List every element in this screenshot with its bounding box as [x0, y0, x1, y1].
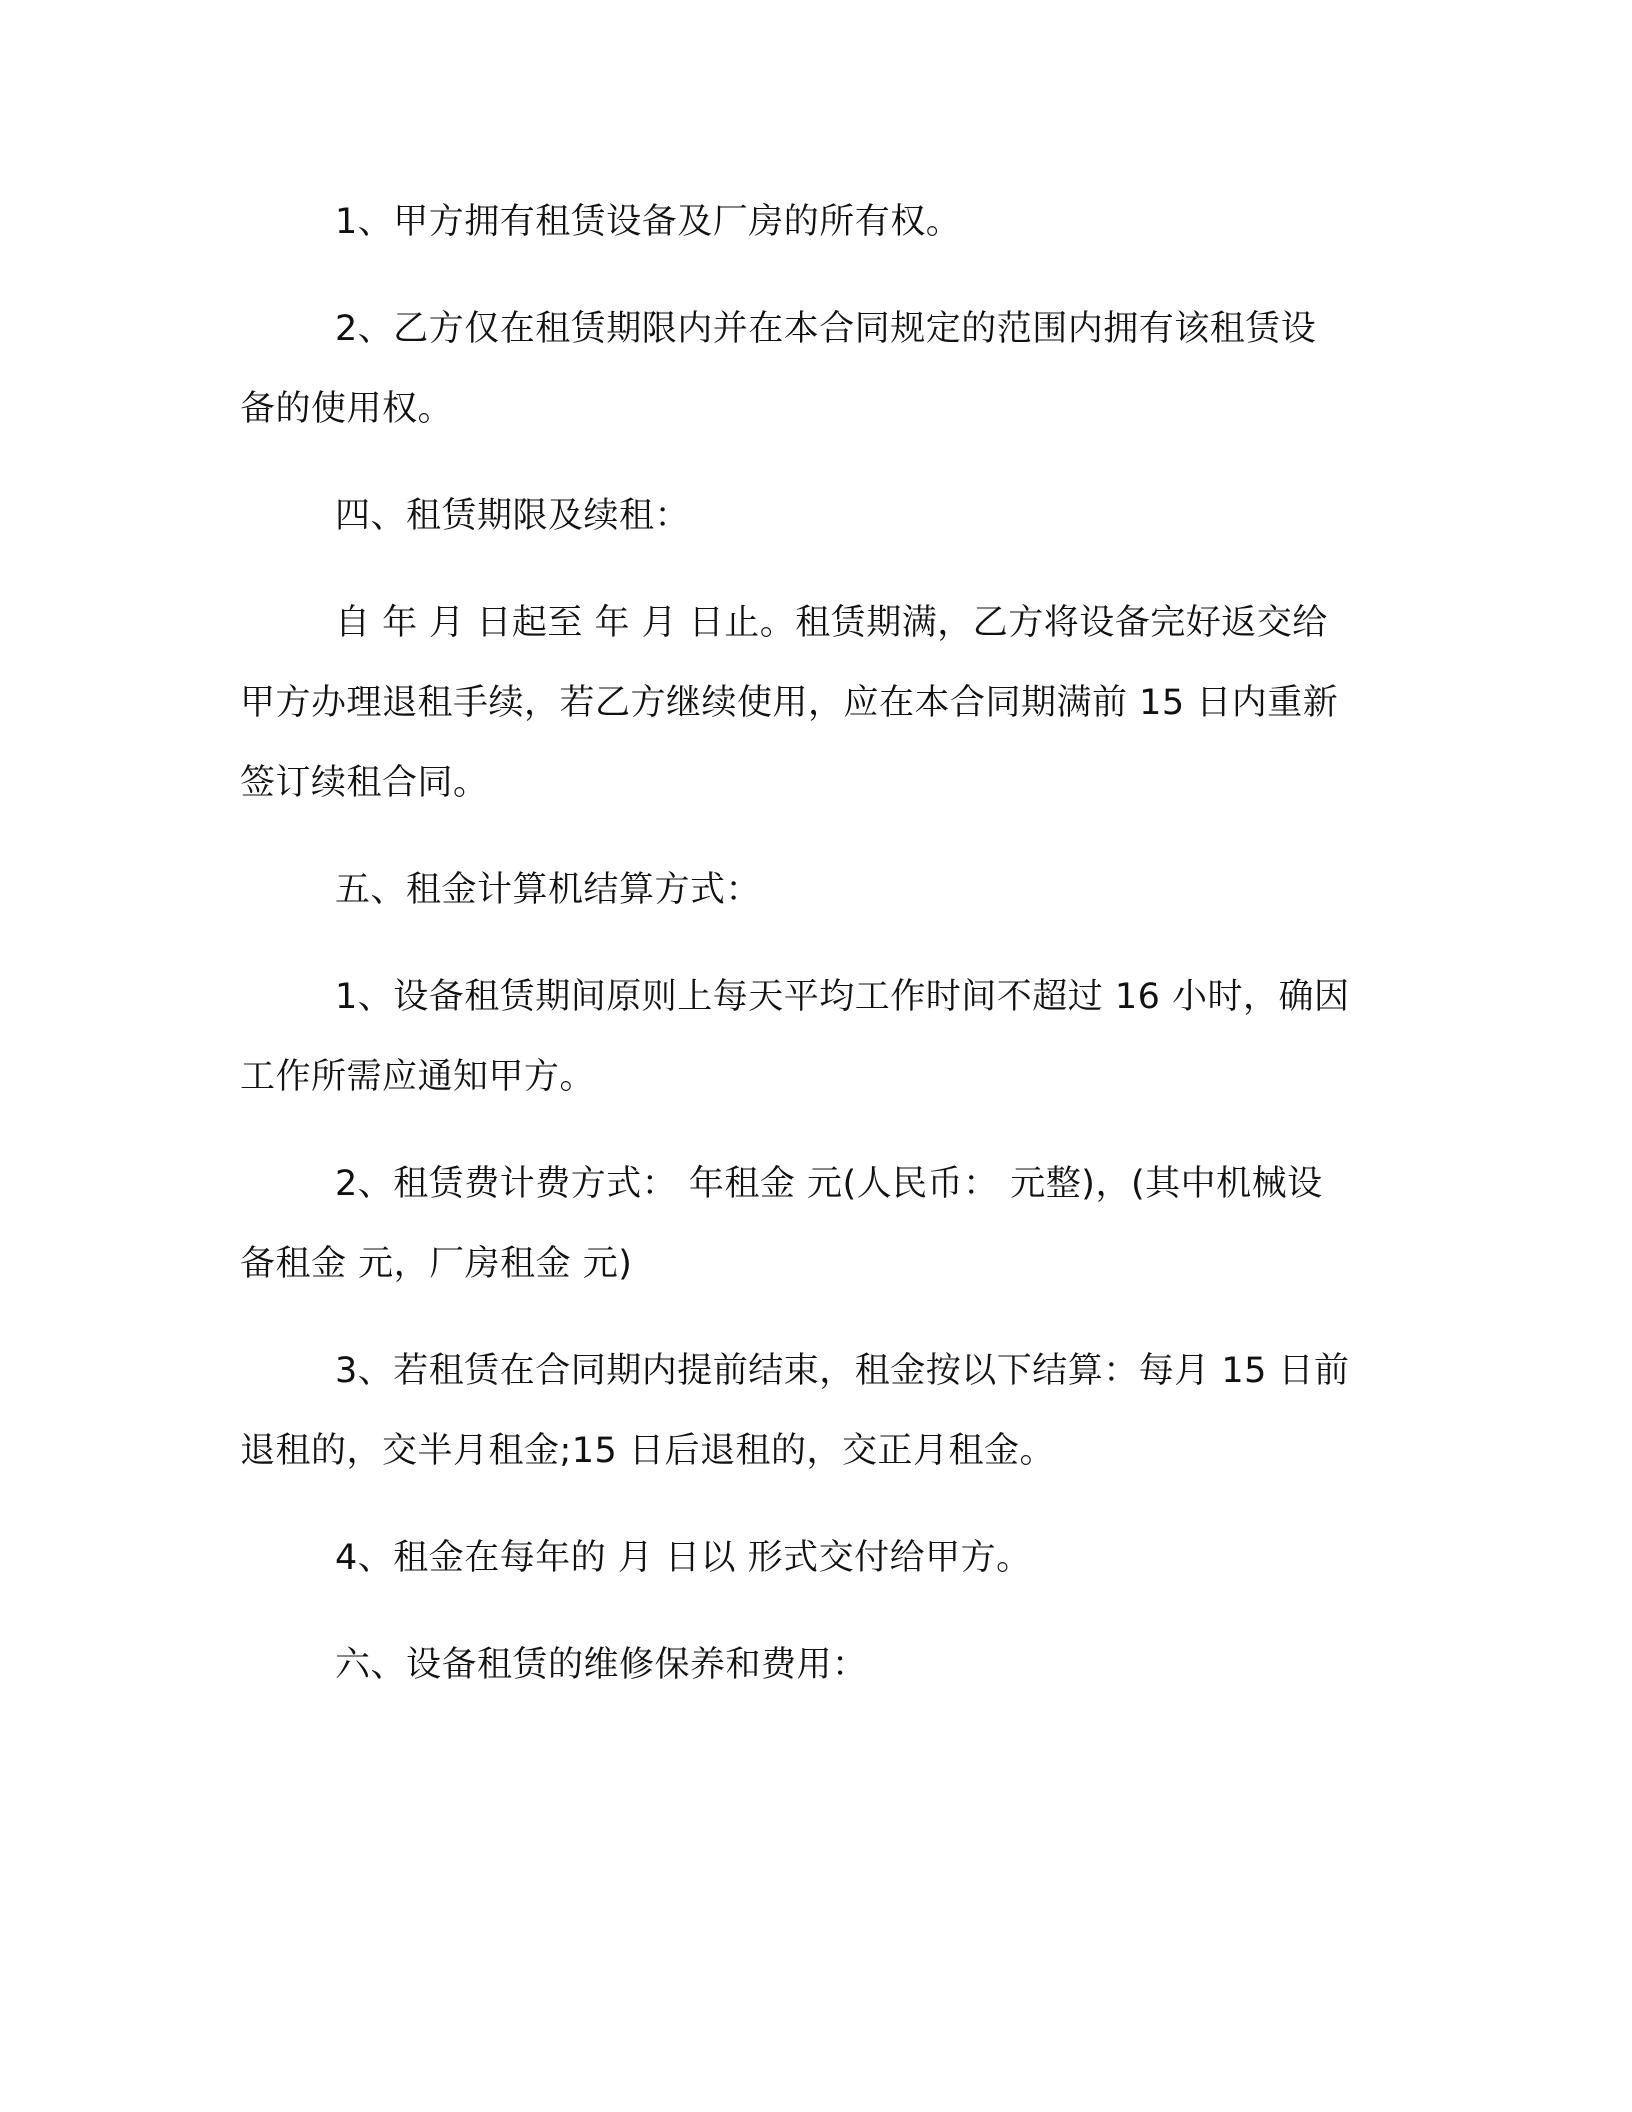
section-heading-maintenance	[240, 1625, 1400, 1705]
paragraph-rent-method	[240, 1144, 1400, 1304]
paragraph-line: 2、乙方仅在租赁期限内并在本合同规定的范围内拥有该租赁设	[335, 309, 1317, 349]
paragraph-line: 备的使用权。	[240, 389, 454, 429]
paragraph-line: 备租金 元，厂房租金 元)	[240, 1244, 633, 1284]
document-body	[240, 182, 1400, 1732]
paragraph-lease-term	[240, 583, 1400, 823]
paragraph-line: 四、租赁期限及续租：	[335, 496, 691, 536]
paragraph-usage-right	[240, 289, 1400, 449]
paragraph-line: 自 年 月 日起至 年 月 日止。租赁期满，乙方将设备完好返交给	[335, 603, 1328, 643]
paragraph-line: 六、设备租赁的维修保养和费用：	[335, 1645, 868, 1685]
section-heading-rent-settlement	[240, 850, 1400, 930]
paragraph-working-hours	[240, 957, 1400, 1117]
section-heading-lease-term	[240, 476, 1400, 556]
paragraph-line: 2、租赁费计费方式： 年租金 元(人民币： 元整)，(其中机械设	[335, 1164, 1323, 1204]
paragraph-line: 退租的，交半月租金;15 日后退租的，交正月租金。	[240, 1431, 1055, 1471]
paragraph-line: 3、若租赁在合同期内提前结束，租金按以下结算：每月 15 日前	[335, 1351, 1350, 1391]
paragraph-early-termination	[240, 1331, 1400, 1491]
paragraph-ownership	[240, 182, 1400, 262]
paragraph-line: 五、租金计算机结算方式：	[335, 870, 762, 910]
paragraph-line: 工作所需应通知甲方。	[240, 1057, 596, 1097]
paragraph-payment-date	[240, 1518, 1400, 1598]
paragraph-line: 1、设备租赁期间原则上每天平均工作时间不超过 16 小时，确因	[335, 977, 1350, 1017]
paragraph-line: 4、租金在每年的 月 日以 形式交付给甲方。	[335, 1538, 1032, 1578]
paragraph-line: 1、甲方拥有租赁设备及厂房的所有权。	[335, 202, 962, 242]
paragraph-line: 甲方办理退租手续，若乙方继续使用，应在本合同期满前 15 日内重新	[240, 683, 1339, 723]
paragraph-line: 签订续租合同。	[240, 763, 489, 803]
